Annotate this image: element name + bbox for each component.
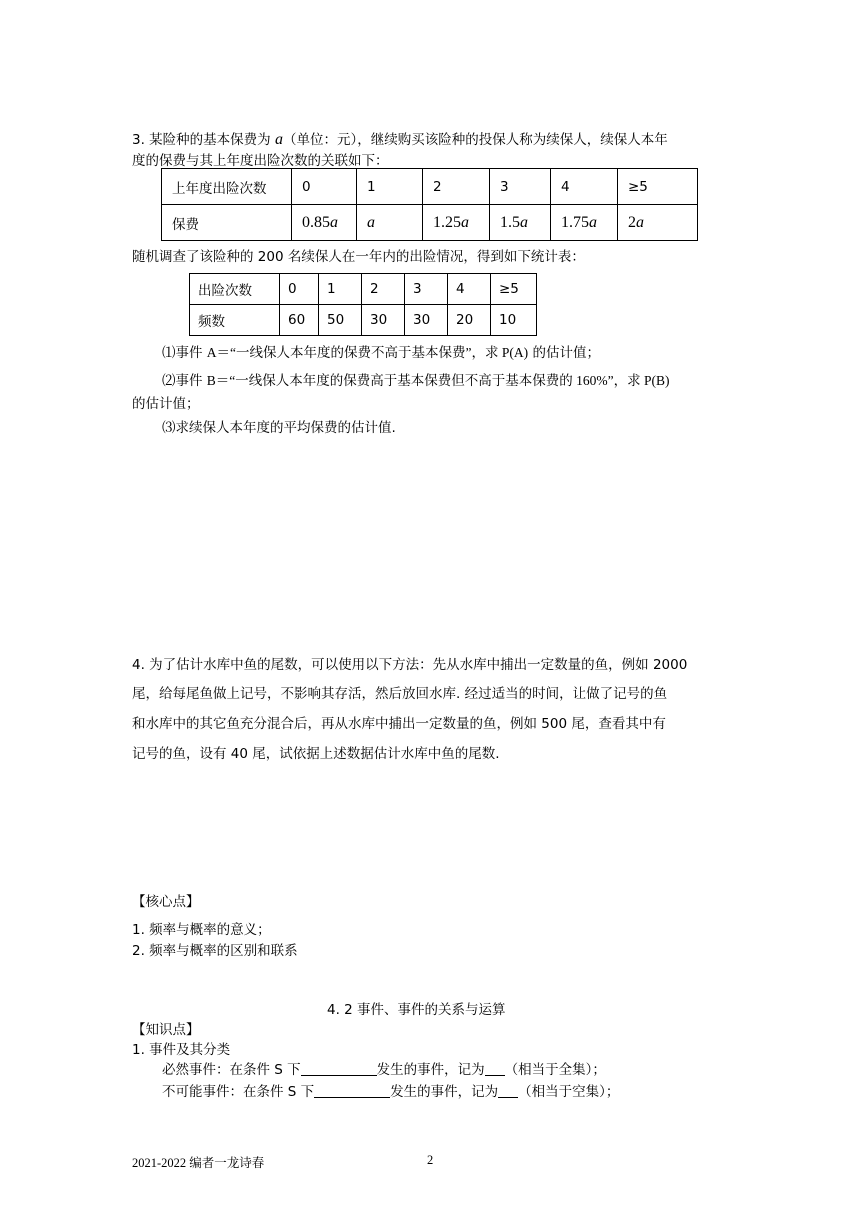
q4-line2: 尾，给每尾鱼做上记号，不影响其存活，然后放回水库. 经过适当的时间，让做了记号的鱼 bbox=[132, 686, 668, 702]
blank-line bbox=[301, 1061, 377, 1076]
table-cell: 1.75a bbox=[551, 205, 618, 241]
table-cell: 0 bbox=[292, 169, 357, 205]
table-cell: a bbox=[357, 205, 423, 241]
table-cell: 0 bbox=[280, 274, 319, 305]
certain-event-line: 必然事件：在条件 S 下 发生的事件，记为 （相当于全集）； bbox=[162, 1062, 606, 1078]
table-cell: 出险次数 bbox=[190, 274, 280, 305]
blank-line bbox=[485, 1061, 505, 1076]
table-cell: 保费 bbox=[162, 205, 292, 241]
q3-sub2: ⑵事件 B＝“一线保人本年度的保费高于基本保费但不高于基本保费的 160%”，求 P(B) bbox=[162, 373, 670, 389]
table-cell: 50 bbox=[319, 305, 362, 336]
var-a: a bbox=[274, 131, 283, 148]
table-cell: 30 bbox=[405, 305, 448, 336]
knowledge-heading: 【知识点】 bbox=[132, 1022, 200, 1038]
q3-line3: 随机调查了该险种的 200 名续保人在一年内的出险情况，得到如下统计表： bbox=[132, 249, 585, 265]
table-cell: 3 bbox=[490, 169, 551, 205]
table-row bbox=[190, 274, 537, 305]
table-cell: 2a bbox=[618, 205, 698, 241]
table-cell: 30 bbox=[362, 305, 405, 336]
table-cell: 60 bbox=[280, 305, 319, 336]
table-cell: ≥5 bbox=[491, 274, 537, 305]
core-heading: 【核心点】 bbox=[132, 894, 200, 910]
page-number: 2 bbox=[427, 1153, 434, 1167]
knowledge-item-1: 1. 事件及其分类 bbox=[132, 1042, 231, 1058]
core-item-2: 2. 频率与概率的区别和联系 bbox=[132, 943, 298, 959]
table-cell: 频数 bbox=[190, 305, 280, 336]
table-cell: 2 bbox=[362, 274, 405, 305]
table-cell: 4 bbox=[448, 274, 491, 305]
table-cell: 1 bbox=[319, 274, 362, 305]
q3-line2: 度的保费与其上年度出险次数的关联如下： bbox=[132, 153, 389, 169]
impossible-event-line: 不可能事件：在条件 S 下 发生的事件，记为 （相当于空集）； bbox=[162, 1084, 620, 1100]
table-cell: 10 bbox=[491, 305, 537, 336]
blank-line bbox=[314, 1083, 390, 1098]
q4-line4: 记号的鱼，设有 40 尾，试依据上述数据估计水库中鱼的尾数. bbox=[132, 746, 500, 762]
frequency-table bbox=[189, 273, 537, 336]
table-cell: 20 bbox=[448, 305, 491, 336]
q3-sub2-cont: 的估计值； bbox=[132, 396, 200, 412]
table-row bbox=[190, 305, 537, 336]
table-cell: 1 bbox=[357, 169, 423, 205]
premium-table bbox=[161, 168, 698, 241]
q4-line1: 4. 为了估计水库中鱼的尾数，可以使用以下方法：先从水库中捕出一定数量的鱼，例如 2000 bbox=[132, 657, 688, 673]
section-title: 4. 2 事件、事件的关系与运算 bbox=[327, 1002, 506, 1018]
table-cell: 1.5a bbox=[490, 205, 551, 241]
blank-line bbox=[498, 1083, 518, 1098]
table-cell: 2 bbox=[423, 169, 490, 205]
core-item-1: 1. 频率与概率的意义； bbox=[132, 922, 271, 938]
table-cell: ≥5 bbox=[618, 169, 698, 205]
q3-sub3: ⑶求续保人本年度的平均保费的估计值. bbox=[162, 420, 396, 436]
table-cell: 1.25a bbox=[423, 205, 490, 241]
table-row bbox=[162, 205, 698, 241]
footer-left: 2021-2022 编者一龙诗春 bbox=[132, 1156, 265, 1170]
q3-sub1: ⑴事件 A＝“一线保人本年度的保费不高于基本保费”，求 P(A) 的估计值； bbox=[162, 345, 600, 361]
table-cell: 3 bbox=[405, 274, 448, 305]
table-row bbox=[162, 169, 698, 205]
q4-line3: 和水库中的其它鱼充分混合后，再从水库中捕出一定数量的鱼，例如 500 尾，查看其中有 bbox=[132, 716, 666, 732]
table-cell: 4 bbox=[551, 169, 618, 205]
q3-line1: 3. 某险种的基本保费为 a（单位：元），继续购买该险种的投保人称为续保人，续保人本年 bbox=[132, 131, 668, 148]
table-cell: 0.85a bbox=[292, 205, 357, 241]
table-cell: 上年度出险次数 bbox=[162, 169, 292, 205]
